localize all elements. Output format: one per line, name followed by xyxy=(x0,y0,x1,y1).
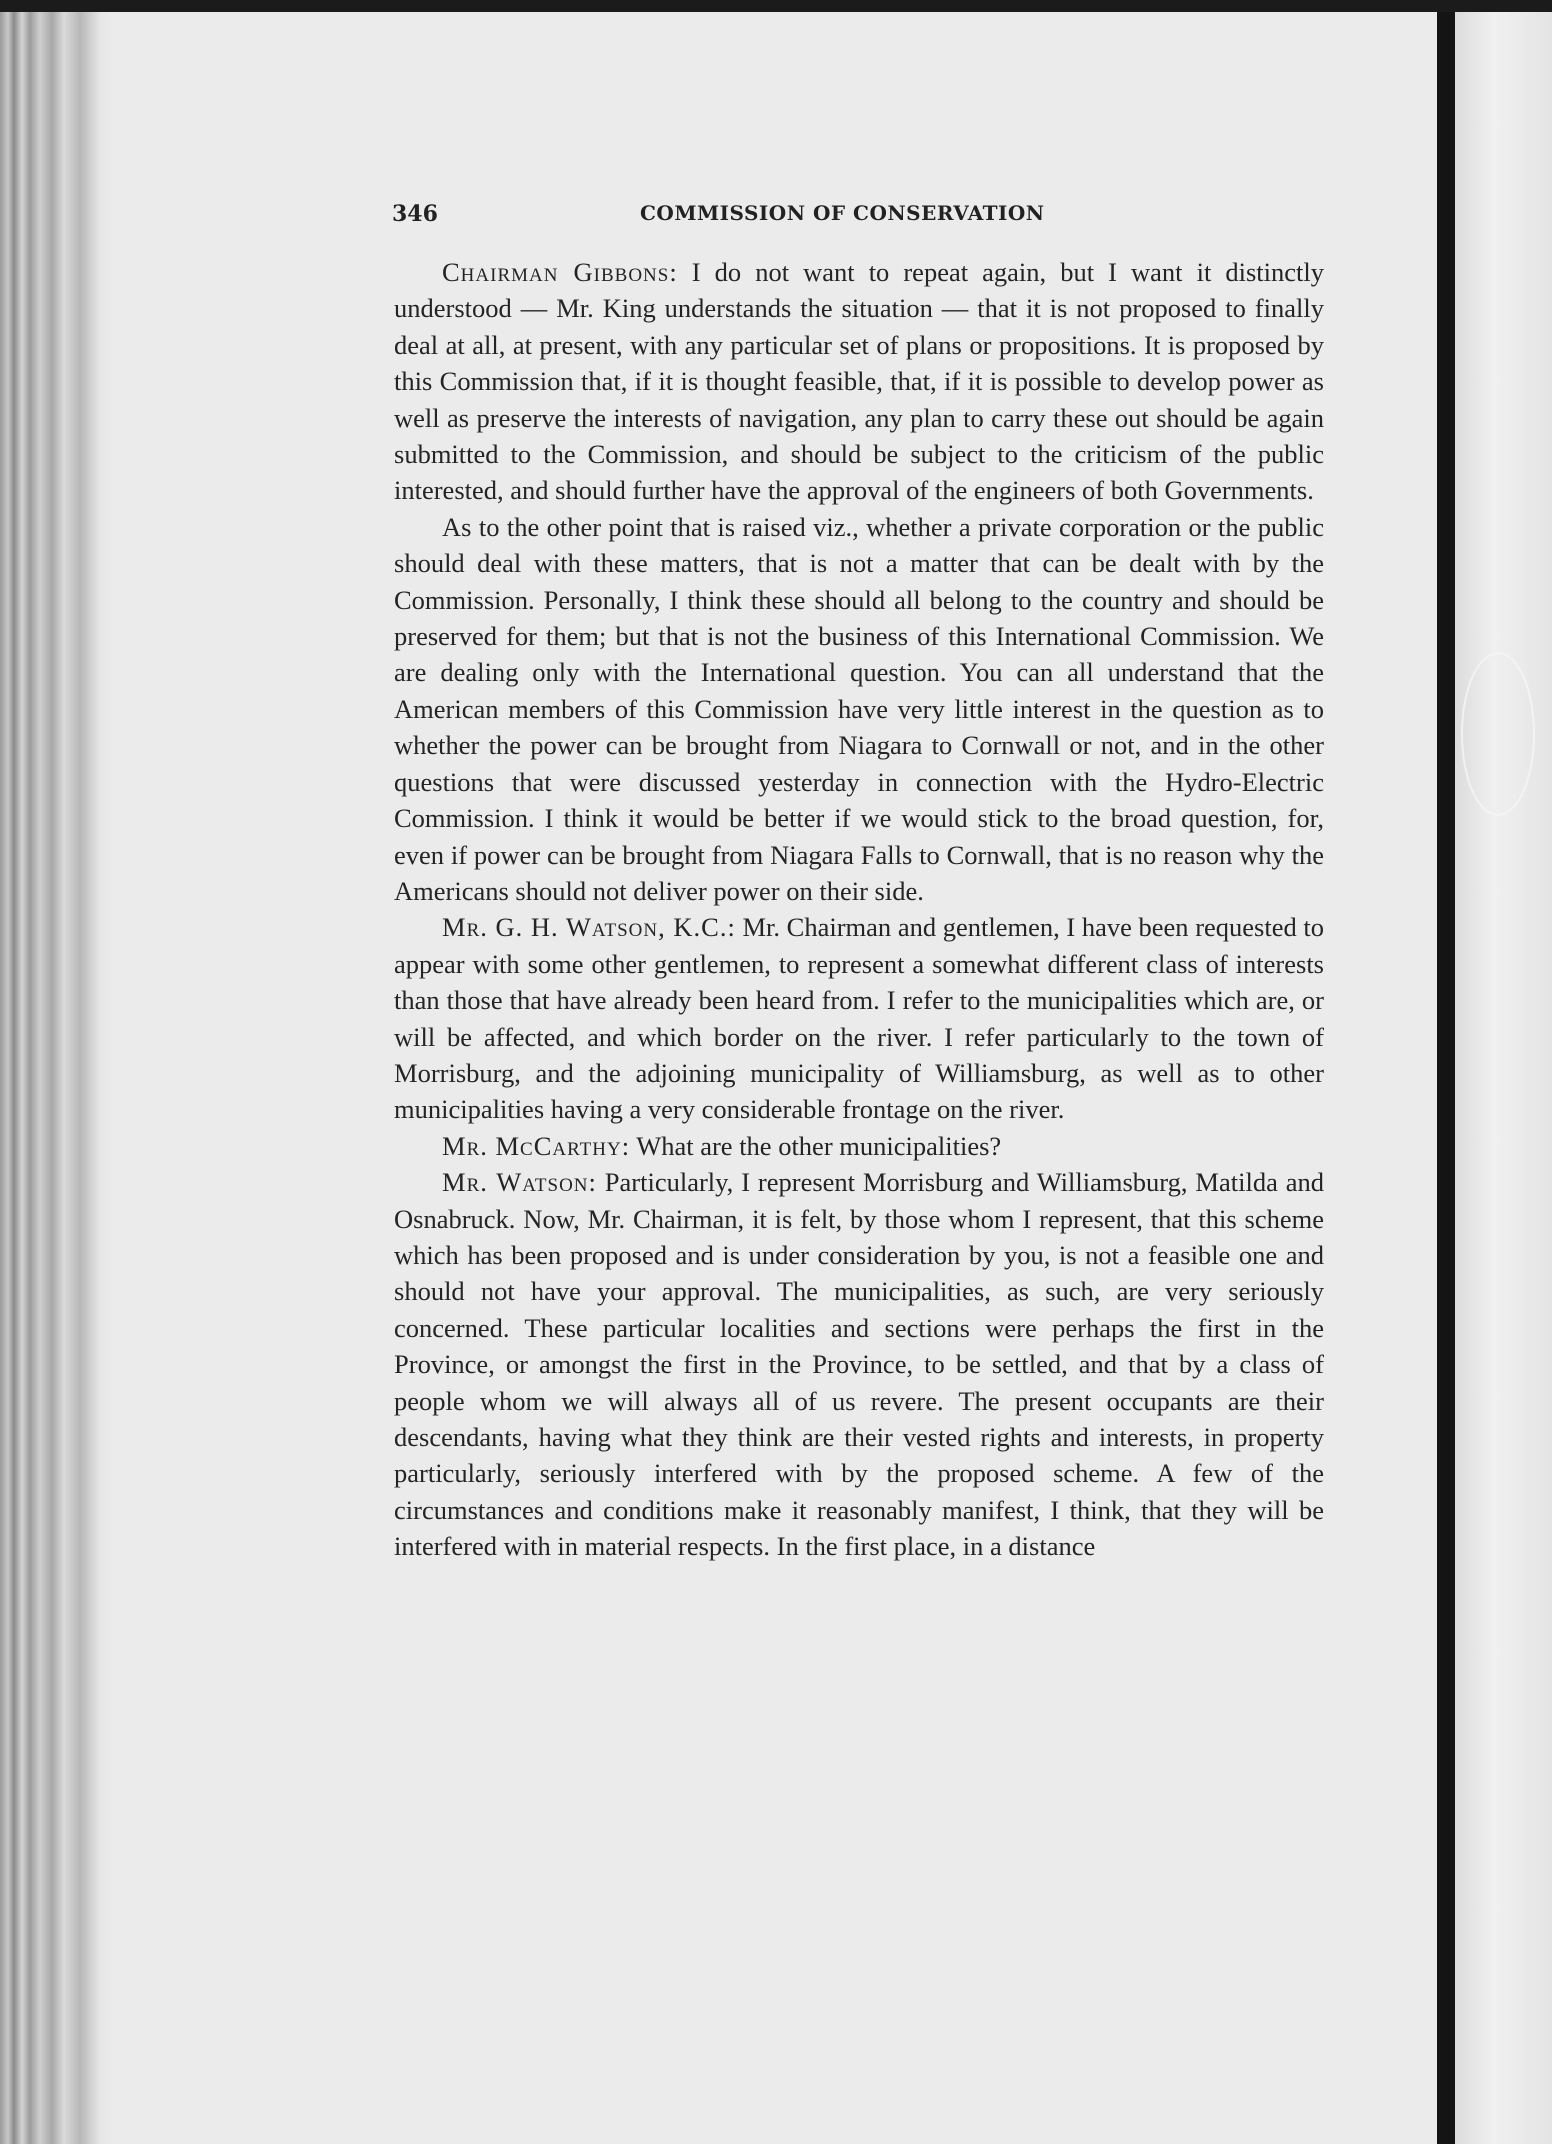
book-page-edges xyxy=(0,12,112,2144)
speaker-label: Mr. Watson: xyxy=(442,1167,597,1198)
page-number: 346 xyxy=(392,201,438,227)
paragraph-text: As to the other point that is raised viz., whether a private corporation or the public should deal with these matters, that is not a matter that can be dealt with by the Commission. Personally, I think these should all belong to the country and should be preserved for them; but that is not the business of this International Commission. We are dealing only with the International question. You can all understand that the American members of this Commission have very little interest in the question as to whether the power can be brought from Niagara to Cornwall or not, and in the other questions that were discussed yesterday in connection with the Hydro-Electric Commission. I think it would be better if we would stick to the broad question, for, even if power can be brought from Niagara Falls to Cornwall, that is no reason why the Americans should not deliver power on their side. xyxy=(394,511,1324,906)
speaker-label: Mr. G. H. Watson, K.C.: xyxy=(442,912,736,943)
paragraph-other-point xyxy=(394,509,1324,909)
facing-page-edge xyxy=(1455,12,1552,2144)
speaker-label: Mr. McCarthy: xyxy=(442,1130,631,1161)
paragraph-watson-intro xyxy=(394,909,1324,1127)
paragraph-chairman-gibbons xyxy=(394,254,1324,509)
paragraph-text: What are the other municipalities? xyxy=(630,1130,1002,1161)
paragraph-text: Mr. Chairman and gentlemen, I have been requested to appear with some other gentlemen, to represent a somewhat different class of interests than those that have already been heard from. I refer to the municipalities which are, or will be affected, and which border on the river. I refer particularly to the town of Morrisburg, and the adjoining municipality of Williamsburg, as well as to other municipalities having a very considerable frontage on the river. xyxy=(394,912,1324,1125)
paragraph-watson-reply xyxy=(394,1164,1324,1564)
page-curl-artifact xyxy=(1461,652,1535,816)
book-spine xyxy=(1437,12,1455,2144)
paragraph-mccarthy-question xyxy=(394,1128,1324,1164)
page-header xyxy=(392,201,1332,233)
paragraph-text: I do not want to repeat again, but I want it distinctly understood — Mr. King understands the situation — that it is not proposed to finally deal at all, at present, with any particular set of plans or propositions. It is proposed by this Commission that, if it is thought feasible, that, if it is possible to develop power as well as preserve the interests of navigation, any plan to carry these out should be again submitted to the Commission, and should be subject to the criticism of the public interested, and should further have the approval of the engineers of both Governments. xyxy=(394,257,1325,506)
running-head: COMMISSION OF CONSERVATION xyxy=(640,201,1045,225)
body-text xyxy=(394,254,1324,1565)
scan-top-border xyxy=(0,0,1552,12)
speaker-label: Chairman Gibbons: xyxy=(442,257,678,287)
paragraph-text: Particularly, I represent Morrisburg and Williamsburg, Matilda and Osnabruck. Now, Mr. Chairman, it is felt, by those whom I represent, that this scheme which has been proposed and is under consideration by you, is not a feasible one and should not have your approval. The municipalities, as such, are very seriously concerned. These particular localities and sections were perhaps the first in the Province, or amongst the first in the Province, to be settled, and that by a class of people whom we will always all of us revere. The present occupants are their descendants, having what they think are their vested rights and interests, in property particularly, seriously interfered with by the proposed scheme. A few of the circumstances and conditions make it reasonably manifest, I think, that they will be interfered with in material respects. In the first place, in a distance xyxy=(394,1167,1324,1562)
